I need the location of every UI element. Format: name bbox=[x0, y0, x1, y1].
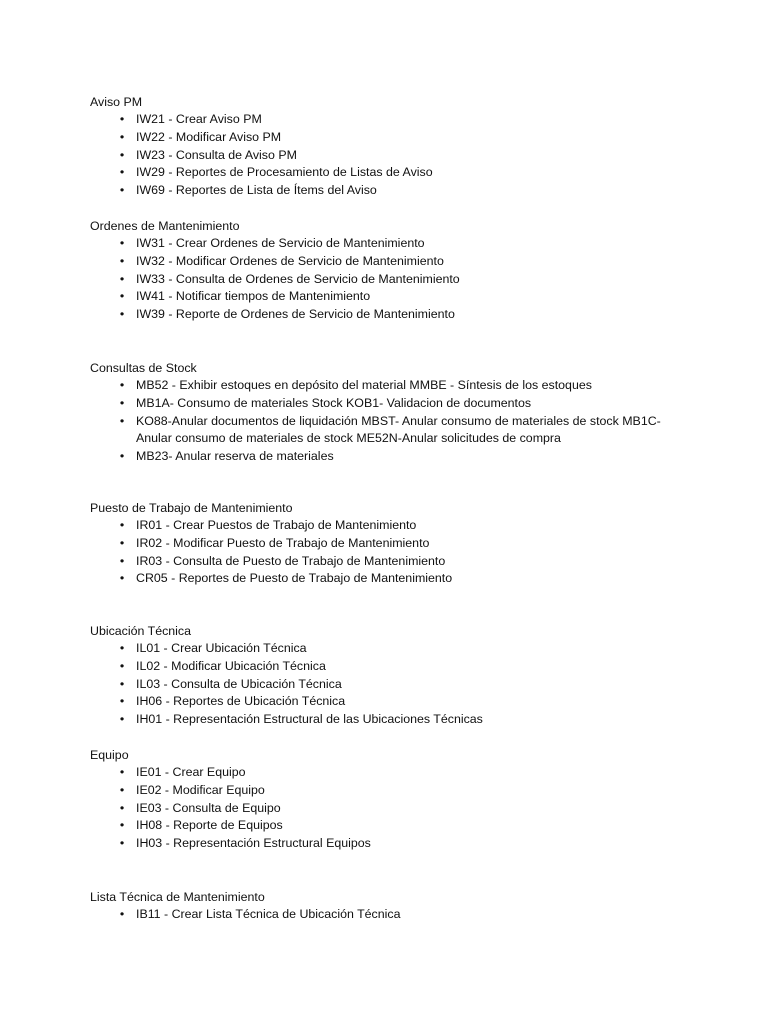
list-item-text: MB1A- Consumo de materiales Stock KOB1- Validacion de documentos bbox=[136, 395, 532, 410]
list-item-text: MB52 - Exhibir estoques en depósito del material MMBE - Síntesis de los estoques bbox=[136, 378, 592, 392]
bullet-icon: • bbox=[119, 782, 125, 797]
bullet-icon: • bbox=[119, 236, 125, 250]
list-item-text: IR03 - Consulta de Puesto de Trabajo de Mantenimiento bbox=[136, 553, 446, 568]
bullet-icon: • bbox=[119, 165, 125, 180]
list-item-text: IW32 - Modificar Ordenes de Servicio de Mantenimiento bbox=[136, 253, 444, 268]
section-equipo bbox=[90, 746, 690, 853]
list-item bbox=[90, 377, 690, 395]
list-item bbox=[90, 306, 690, 324]
list-item bbox=[90, 448, 690, 466]
section-title: Equipo bbox=[90, 748, 129, 762]
list-item-text: IW23 - Consulta de Aviso PM bbox=[136, 147, 297, 162]
list-item bbox=[90, 835, 690, 853]
bullet-list bbox=[90, 235, 690, 324]
list-item bbox=[90, 395, 690, 413]
bullet-icon: • bbox=[119, 183, 125, 198]
bullet-icon: • bbox=[119, 518, 125, 532]
list-item bbox=[90, 111, 690, 129]
bullet-icon: • bbox=[119, 535, 125, 550]
list-item bbox=[90, 413, 690, 449]
bullet-icon: • bbox=[119, 571, 125, 586]
list-item bbox=[90, 288, 690, 306]
bullet-icon: • bbox=[119, 676, 125, 691]
list-item-text: IL03 - Consulta de Ubicación Técnica bbox=[136, 676, 342, 691]
bullet-icon: • bbox=[119, 712, 125, 727]
section-title: Lista Técnica de Mantenimiento bbox=[90, 890, 265, 904]
section-consultas-stock bbox=[90, 359, 690, 466]
bullet-list bbox=[90, 517, 690, 588]
list-item bbox=[90, 271, 690, 289]
bullet-icon: • bbox=[119, 289, 125, 304]
bullet-icon: • bbox=[119, 800, 125, 815]
section-aviso-pm bbox=[90, 93, 690, 200]
list-item bbox=[90, 906, 690, 924]
list-item-text: IE02 - Modificar Equipo bbox=[136, 782, 265, 797]
bullet-icon: • bbox=[119, 449, 125, 464]
list-item-text: IW29 - Reportes de Procesamiento de Listas de Aviso bbox=[136, 165, 433, 180]
list-item bbox=[90, 147, 690, 165]
section-title: Ubicación Técnica bbox=[90, 624, 192, 638]
bullet-icon: • bbox=[119, 307, 125, 322]
list-item bbox=[90, 711, 690, 729]
list-item bbox=[90, 164, 690, 182]
list-item-text: IW39 - Reporte de Ordenes de Servicio de Mantenimiento bbox=[136, 307, 455, 322]
section-title: Aviso PM bbox=[90, 95, 143, 109]
list-item bbox=[90, 782, 690, 800]
section-ubicacion-tecnica bbox=[90, 622, 690, 729]
list-item bbox=[90, 235, 690, 253]
list-item bbox=[90, 129, 690, 147]
list-item bbox=[90, 553, 690, 571]
list-item bbox=[90, 693, 690, 711]
bullet-list bbox=[90, 640, 690, 729]
bullet-icon: • bbox=[119, 271, 125, 286]
list-item-text: IW31 - Crear Ordenes de Servicio de Mantenimiento bbox=[136, 236, 425, 250]
list-item-text: IW69 - Reportes de Lista de Ítems del Aviso bbox=[136, 183, 377, 198]
bullet-icon: • bbox=[119, 658, 125, 673]
list-item bbox=[90, 535, 690, 553]
list-item-text: IH01 - Representación Estructural de las Ubicaciones Técnicas bbox=[136, 712, 483, 727]
bullet-list bbox=[90, 764, 690, 853]
section-lista-tecnica bbox=[90, 888, 690, 924]
list-item-text: IH08 - Reporte de Equipos bbox=[136, 818, 283, 833]
list-item-text: IW22 - Modificar Aviso PM bbox=[136, 129, 282, 144]
bullet-icon: • bbox=[119, 147, 125, 162]
bullet-icon: • bbox=[119, 253, 125, 268]
bullet-icon: • bbox=[119, 395, 125, 410]
list-item-text: CR05 - Reportes de Puesto de Trabajo de Mantenimiento bbox=[136, 571, 453, 586]
list-item-text: IH06 - Reportes de Ubicación Técnica bbox=[136, 694, 346, 709]
bullet-icon: • bbox=[119, 378, 125, 392]
bullet-icon: • bbox=[119, 553, 125, 568]
section-title: Consultas de Stock bbox=[90, 361, 197, 375]
list-item-text: IR01 - Crear Puestos de Trabajo de Mantenimiento bbox=[136, 518, 417, 532]
list-item bbox=[90, 517, 690, 535]
list-item-text: MB23- Anular reserva de materiales bbox=[136, 449, 334, 464]
bullet-icon: • bbox=[119, 112, 125, 126]
list-item-text: IW41 - Notificar tiempos de Mantenimiento bbox=[136, 289, 371, 304]
list-item-text: IW21 - Crear Aviso PM bbox=[136, 112, 262, 126]
bullet-icon: • bbox=[119, 129, 125, 144]
list-item-text: IL01 - Crear Ubicación Técnica bbox=[136, 641, 307, 655]
list-item-text: KO88-Anular documentos de liquidación MBST- Anular consumo de materiales de stock MB1C- Anular consumo de materiales de stock ME52N-Anular solicitudes de compra bbox=[136, 413, 661, 446]
bullet-icon: • bbox=[119, 765, 125, 779]
bullet-list bbox=[90, 111, 690, 200]
list-item bbox=[90, 182, 690, 200]
bullet-icon: • bbox=[119, 836, 125, 851]
list-item-text: IB11 - Crear Lista Técnica de Ubicación Técnica bbox=[136, 907, 401, 921]
section-puesto-trabajo bbox=[90, 499, 690, 588]
bullet-list bbox=[90, 906, 690, 924]
list-item bbox=[90, 676, 690, 694]
list-item-text: IH03 - Representación Estructural Equipos bbox=[136, 836, 371, 851]
bullet-list bbox=[90, 377, 690, 466]
list-item-text: IR02 - Modificar Puesto de Trabajo de Mantenimiento bbox=[136, 535, 430, 550]
list-item bbox=[90, 817, 690, 835]
bullet-icon: • bbox=[119, 907, 125, 921]
list-item-text: IE01 - Crear Equipo bbox=[136, 765, 246, 779]
section-title: Ordenes de Mantenimiento bbox=[90, 219, 240, 233]
bullet-icon: • bbox=[119, 694, 125, 709]
section-ordenes-mantenimiento bbox=[90, 217, 690, 324]
list-item bbox=[90, 658, 690, 676]
list-item bbox=[90, 764, 690, 782]
list-item bbox=[90, 570, 690, 588]
list-item-text: IL02 - Modificar Ubicación Técnica bbox=[136, 658, 326, 673]
list-item bbox=[90, 253, 690, 271]
list-item bbox=[90, 800, 690, 818]
list-item-text: IW33 - Consulta de Ordenes de Servicio de Mantenimiento bbox=[136, 271, 460, 286]
bullet-icon: • bbox=[119, 641, 125, 655]
list-item bbox=[90, 640, 690, 658]
bullet-icon: • bbox=[119, 413, 125, 428]
bullet-icon: • bbox=[119, 818, 125, 833]
section-title: Puesto de Trabajo de Mantenimiento bbox=[90, 501, 293, 515]
list-item-text: IE03 - Consulta de Equipo bbox=[136, 800, 281, 815]
